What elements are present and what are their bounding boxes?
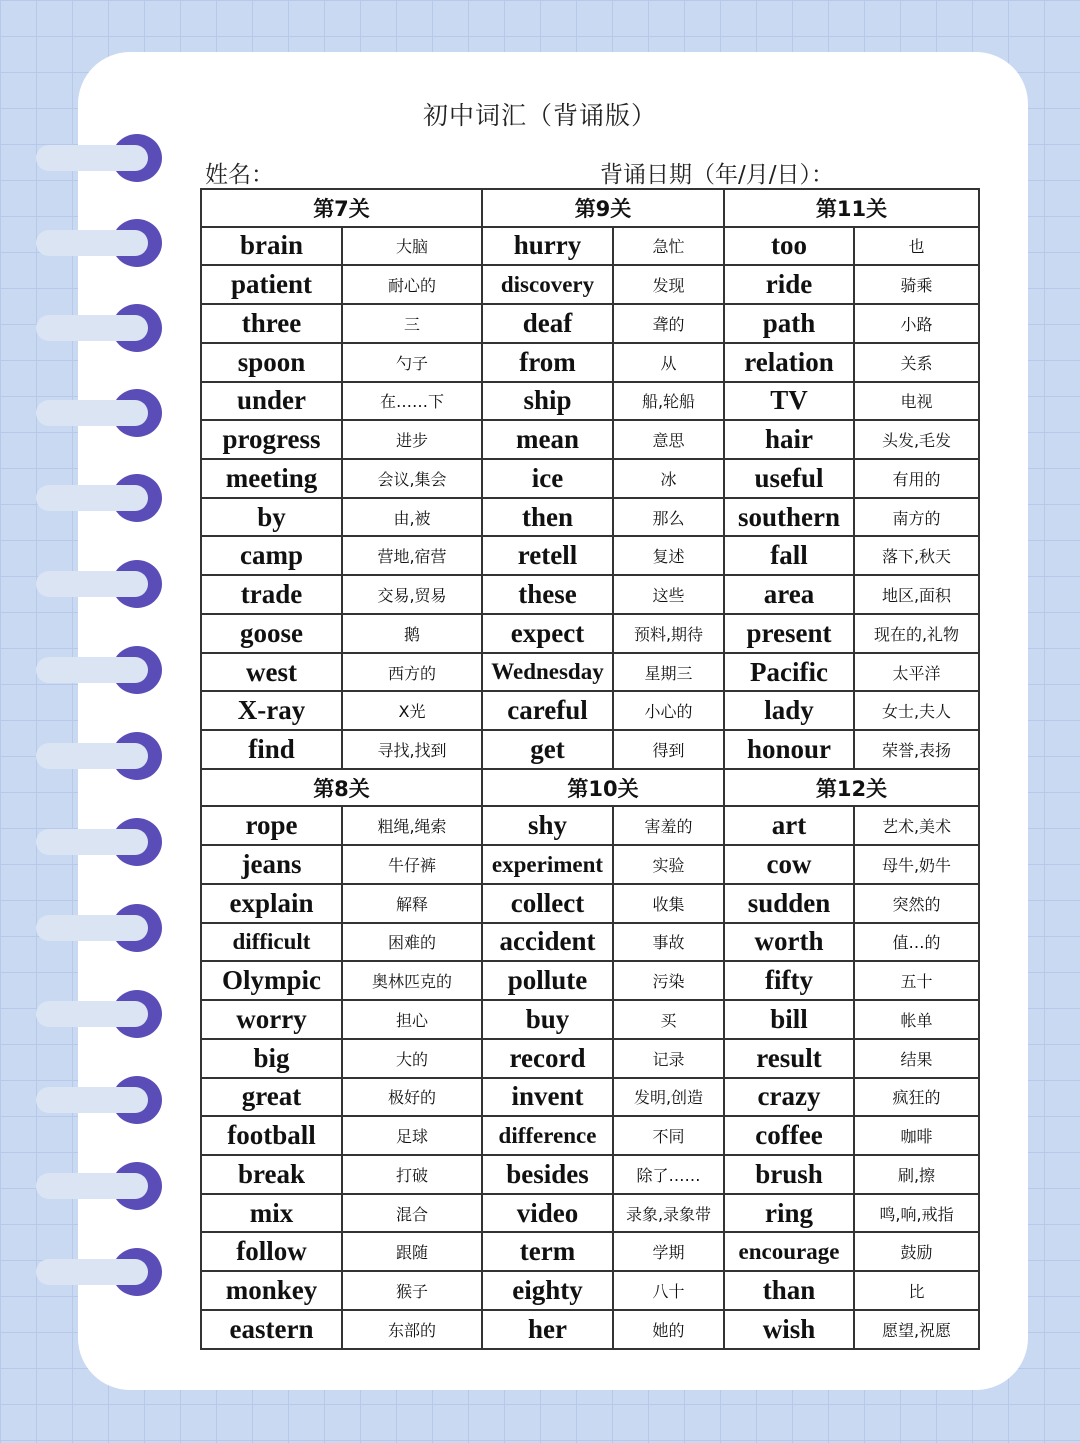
chinese-meaning: 解释 — [342, 884, 482, 923]
name-blank — [278, 166, 370, 189]
english-word: wish — [724, 1310, 854, 1349]
section-title: 第10关 — [482, 769, 724, 807]
english-word: difficult — [201, 923, 342, 962]
english-word: great — [201, 1078, 342, 1117]
english-word: mean — [482, 420, 613, 459]
english-word: break — [201, 1155, 342, 1194]
chinese-meaning: 电视 — [854, 382, 979, 421]
english-word: her — [482, 1310, 613, 1349]
english-word: X-ray — [201, 691, 342, 730]
english-word: ring — [724, 1194, 854, 1233]
binding-ring — [36, 556, 160, 612]
section-title: 第12关 — [724, 769, 979, 807]
english-word: then — [482, 498, 613, 537]
chinese-meaning: 复述 — [613, 536, 724, 575]
english-word: goose — [201, 614, 342, 653]
chinese-meaning: 交易,贸易 — [342, 575, 482, 614]
english-word: explain — [201, 884, 342, 923]
table-row — [201, 536, 979, 575]
chinese-meaning: 值…的 — [854, 923, 979, 962]
chinese-meaning: 鸣,响,戒指 — [854, 1194, 979, 1233]
english-word: ship — [482, 382, 613, 421]
english-word: worry — [201, 1000, 342, 1039]
name-field — [205, 156, 370, 189]
ring-rod — [36, 743, 148, 769]
chinese-meaning: 奥林匹克的 — [342, 961, 482, 1000]
chinese-meaning: 实验 — [613, 845, 724, 884]
english-word: rope — [201, 806, 342, 845]
english-word: follow — [201, 1232, 342, 1271]
section-title: 第9关 — [482, 189, 724, 227]
english-word: retell — [482, 536, 613, 575]
english-word: eighty — [482, 1271, 613, 1310]
chinese-meaning: 头发,毛发 — [854, 420, 979, 459]
chinese-meaning: 急忙 — [613, 227, 724, 266]
english-word: eastern — [201, 1310, 342, 1349]
vocab-table — [200, 188, 980, 1350]
chinese-meaning: 鹅 — [342, 614, 482, 653]
table-row — [201, 1194, 979, 1233]
chinese-meaning: 那么 — [613, 498, 724, 537]
chinese-meaning: 突然的 — [854, 884, 979, 923]
chinese-meaning: 买 — [613, 1000, 724, 1039]
english-word: find — [201, 730, 342, 769]
chinese-meaning: 收集 — [613, 884, 724, 923]
date-blank — [838, 166, 930, 189]
chinese-meaning: 咖啡 — [854, 1116, 979, 1155]
english-word: hair — [724, 420, 854, 459]
chinese-meaning: 由,被 — [342, 498, 482, 537]
binding-ring — [36, 728, 160, 784]
chinese-meaning: 结果 — [854, 1039, 979, 1078]
table-row — [201, 806, 979, 845]
ring-rod — [36, 315, 148, 341]
chinese-meaning: 小心的 — [613, 691, 724, 730]
english-word: meeting — [201, 459, 342, 498]
chinese-meaning: 打破 — [342, 1155, 482, 1194]
english-word: mix — [201, 1194, 342, 1233]
binding-ring — [36, 1244, 160, 1300]
ring-rod — [36, 1087, 148, 1113]
ring-rod — [36, 657, 148, 683]
chinese-meaning: 星期三 — [613, 653, 724, 692]
english-word: southern — [724, 498, 854, 537]
table-row — [201, 1155, 979, 1194]
chinese-meaning: 也 — [854, 227, 979, 266]
binding-ring — [36, 1158, 160, 1214]
chinese-meaning: 女士,夫人 — [854, 691, 979, 730]
english-word: trade — [201, 575, 342, 614]
english-word: three — [201, 304, 342, 343]
binding-ring — [36, 986, 160, 1042]
section-title: 第11关 — [724, 189, 979, 227]
english-word: besides — [482, 1155, 613, 1194]
chinese-meaning: 她的 — [613, 1310, 724, 1349]
ring-rod — [36, 1001, 148, 1027]
english-word: worth — [724, 923, 854, 962]
chinese-meaning: 事故 — [613, 923, 724, 962]
table-row — [201, 923, 979, 962]
english-word: ice — [482, 459, 613, 498]
chinese-meaning: 寻找,找到 — [342, 730, 482, 769]
section-title: 第8关 — [201, 769, 482, 807]
chinese-meaning: 疯狂的 — [854, 1078, 979, 1117]
english-word: honour — [724, 730, 854, 769]
english-word: discovery — [482, 265, 613, 304]
chinese-meaning: 大的 — [342, 1039, 482, 1078]
chinese-meaning: 现在的,礼物 — [854, 614, 979, 653]
date-label: 背诵日期（年/月/日）： — [600, 162, 834, 188]
english-word: fifty — [724, 961, 854, 1000]
binding-ring — [36, 470, 160, 526]
section-header-row — [201, 769, 979, 807]
english-word: brush — [724, 1155, 854, 1194]
english-word: deaf — [482, 304, 613, 343]
chinese-meaning: 三 — [342, 304, 482, 343]
english-word: useful — [724, 459, 854, 498]
english-word: accident — [482, 923, 613, 962]
chinese-meaning: X光 — [342, 691, 482, 730]
english-word: ride — [724, 265, 854, 304]
chinese-meaning: 从 — [613, 343, 724, 382]
chinese-meaning: 污染 — [613, 961, 724, 1000]
chinese-meaning: 八十 — [613, 1271, 724, 1310]
chinese-meaning: 营地,宿营 — [342, 536, 482, 575]
chinese-meaning: 会议,集会 — [342, 459, 482, 498]
chinese-meaning: 意思 — [613, 420, 724, 459]
english-word: collect — [482, 884, 613, 923]
ring-rod — [36, 485, 148, 511]
english-word: shy — [482, 806, 613, 845]
chinese-meaning: 荣誉,表扬 — [854, 730, 979, 769]
chinese-meaning: 进步 — [342, 420, 482, 459]
english-word: video — [482, 1194, 613, 1233]
chinese-meaning: 骑乘 — [854, 265, 979, 304]
english-word: jeans — [201, 845, 342, 884]
table-row — [201, 1232, 979, 1271]
chinese-meaning: 勺子 — [342, 343, 482, 382]
english-word: encourage — [724, 1232, 854, 1271]
english-word: camp — [201, 536, 342, 575]
english-word: path — [724, 304, 854, 343]
english-word: art — [724, 806, 854, 845]
table-row — [201, 575, 979, 614]
english-word: hurry — [482, 227, 613, 266]
section-title: 第7关 — [201, 189, 482, 227]
table-row — [201, 227, 979, 266]
table-row — [201, 1116, 979, 1155]
chinese-meaning: 聋的 — [613, 304, 724, 343]
chinese-meaning: 困难的 — [342, 923, 482, 962]
english-word: invent — [482, 1078, 613, 1117]
english-word: expect — [482, 614, 613, 653]
english-word: big — [201, 1039, 342, 1078]
chinese-meaning: 跟随 — [342, 1232, 482, 1271]
chinese-meaning: 不同 — [613, 1116, 724, 1155]
chinese-meaning: 东部的 — [342, 1310, 482, 1349]
table-row — [201, 653, 979, 692]
english-word: buy — [482, 1000, 613, 1039]
ring-rod — [36, 1259, 148, 1285]
chinese-meaning: 记录 — [613, 1039, 724, 1078]
binding-ring — [36, 814, 160, 870]
chinese-meaning: 艺术,美术 — [854, 806, 979, 845]
chinese-meaning: 太平洋 — [854, 653, 979, 692]
table-row — [201, 420, 979, 459]
chinese-meaning: 刷,擦 — [854, 1155, 979, 1194]
table-row — [201, 1039, 979, 1078]
english-word: Olympic — [201, 961, 342, 1000]
english-word: fall — [724, 536, 854, 575]
chinese-meaning: 关系 — [854, 343, 979, 382]
binding-ring — [36, 900, 160, 956]
chinese-meaning: 这些 — [613, 575, 724, 614]
english-word: careful — [482, 691, 613, 730]
chinese-meaning: 母牛,奶牛 — [854, 845, 979, 884]
english-word: football — [201, 1116, 342, 1155]
english-word: term — [482, 1232, 613, 1271]
name-label: 姓名： — [205, 162, 274, 188]
chinese-meaning: 南方的 — [854, 498, 979, 537]
date-field — [600, 156, 930, 189]
chinese-meaning: 牛仔裤 — [342, 845, 482, 884]
chinese-meaning: 帐单 — [854, 1000, 979, 1039]
english-word: coffee — [724, 1116, 854, 1155]
chinese-meaning: 录象,录象带 — [613, 1194, 724, 1233]
english-word: record — [482, 1039, 613, 1078]
english-word: cow — [724, 845, 854, 884]
table-row — [201, 382, 979, 421]
chinese-meaning: 愿望,祝愿 — [854, 1310, 979, 1349]
english-word: sudden — [724, 884, 854, 923]
english-word: brain — [201, 227, 342, 266]
english-word: area — [724, 575, 854, 614]
ring-rod — [36, 829, 148, 855]
page-title: 初中词汇（背诵版） — [422, 101, 657, 130]
table-row — [201, 730, 979, 769]
english-word: present — [724, 614, 854, 653]
english-word: Pacific — [724, 653, 854, 692]
chinese-meaning: 在……下 — [342, 382, 482, 421]
table-row — [201, 614, 979, 653]
chinese-meaning: 冰 — [613, 459, 724, 498]
ring-rod — [36, 400, 148, 426]
chinese-meaning: 除了…… — [613, 1155, 724, 1194]
chinese-meaning: 比 — [854, 1271, 979, 1310]
chinese-meaning: 预料,期待 — [613, 614, 724, 653]
english-word: than — [724, 1271, 854, 1310]
english-word: Wednesday — [482, 653, 613, 692]
english-word: these — [482, 575, 613, 614]
chinese-meaning: 猴子 — [342, 1271, 482, 1310]
table-row — [201, 498, 979, 537]
chinese-meaning: 耐心的 — [342, 265, 482, 304]
chinese-meaning: 大脑 — [342, 227, 482, 266]
table-row — [201, 884, 979, 923]
table-row — [201, 845, 979, 884]
english-word: under — [201, 382, 342, 421]
chinese-meaning: 船,轮船 — [613, 382, 724, 421]
english-word: progress — [201, 420, 342, 459]
english-word: lady — [724, 691, 854, 730]
table-row — [201, 459, 979, 498]
english-word: spoon — [201, 343, 342, 382]
english-word: patient — [201, 265, 342, 304]
binding-ring — [36, 300, 160, 356]
chinese-meaning: 小路 — [854, 304, 979, 343]
english-word: west — [201, 653, 342, 692]
chinese-meaning: 担心 — [342, 1000, 482, 1039]
chinese-meaning: 害羞的 — [613, 806, 724, 845]
english-word: monkey — [201, 1271, 342, 1310]
ring-rod — [36, 1173, 148, 1199]
chinese-meaning: 五十 — [854, 961, 979, 1000]
table-row — [201, 1078, 979, 1117]
english-word: relation — [724, 343, 854, 382]
table-row — [201, 1000, 979, 1039]
english-word: too — [724, 227, 854, 266]
binding-ring — [36, 642, 160, 698]
english-word: get — [482, 730, 613, 769]
chinese-meaning: 有用的 — [854, 459, 979, 498]
english-word: difference — [482, 1116, 613, 1155]
ring-rod — [36, 915, 148, 941]
english-word: experiment — [482, 845, 613, 884]
table-row — [201, 1310, 979, 1349]
chinese-meaning: 鼓励 — [854, 1232, 979, 1271]
chinese-meaning: 西方的 — [342, 653, 482, 692]
binding-ring — [36, 215, 160, 271]
binding-ring — [36, 130, 160, 186]
table-row — [201, 961, 979, 1000]
english-word: from — [482, 343, 613, 382]
table-row — [201, 304, 979, 343]
table-row — [201, 1271, 979, 1310]
chinese-meaning: 发明,创造 — [613, 1078, 724, 1117]
ring-rod — [36, 571, 148, 597]
table-row — [201, 343, 979, 382]
english-word: by — [201, 498, 342, 537]
chinese-meaning: 地区,面积 — [854, 575, 979, 614]
table-row — [201, 265, 979, 304]
chinese-meaning: 发现 — [613, 265, 724, 304]
chinese-meaning: 落下,秋天 — [854, 536, 979, 575]
section-header-row — [201, 189, 979, 227]
english-word: TV — [724, 382, 854, 421]
table-row — [201, 691, 979, 730]
ring-rod — [36, 230, 148, 256]
english-word: bill — [724, 1000, 854, 1039]
ring-rod — [36, 145, 148, 171]
binding-ring — [36, 1072, 160, 1128]
english-word: crazy — [724, 1078, 854, 1117]
chinese-meaning: 学期 — [613, 1232, 724, 1271]
binding-ring — [36, 385, 160, 441]
english-word: result — [724, 1039, 854, 1078]
chinese-meaning: 粗绳,绳索 — [342, 806, 482, 845]
chinese-meaning: 得到 — [613, 730, 724, 769]
english-word: pollute — [482, 961, 613, 1000]
chinese-meaning: 混合 — [342, 1194, 482, 1233]
chinese-meaning: 极好的 — [342, 1078, 482, 1117]
chinese-meaning: 足球 — [342, 1116, 482, 1155]
